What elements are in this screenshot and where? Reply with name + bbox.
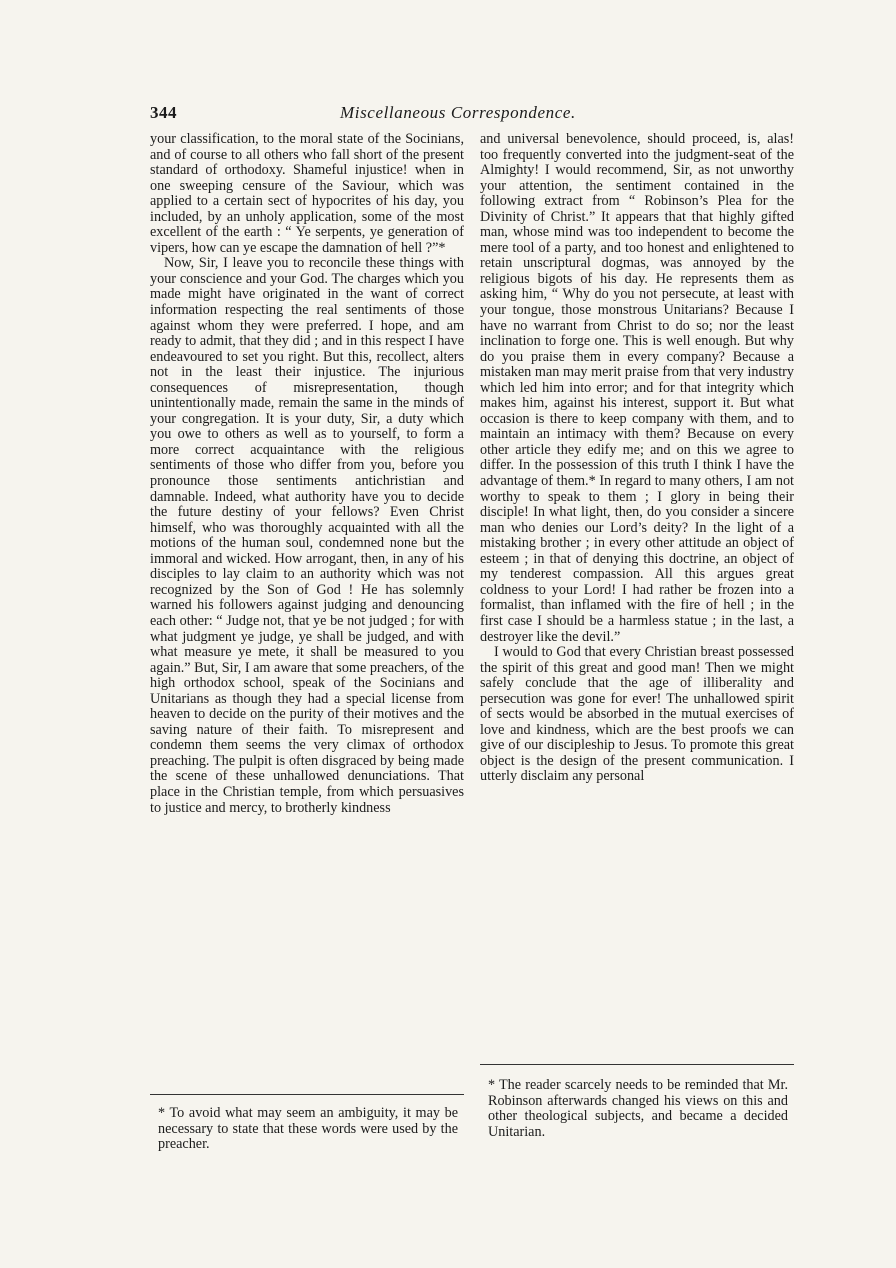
left-paragraph-2: Now, Sir, I leave you to reconcile these things with your conscience and your God. The charges which you made might have originated in the want of correct information respecting the real sentiments of those against whom they were preferred. I hope, and am ready to admit, that they did ; and in this respect I have endeavoured to set you right. But this, recollect, alters not in the least their injustice. The injurious consequences of misrepresentation, though unintentionally made, remain the same in the minds of your congregation. It is your duty, Sir, a duty which you owe to others as well as to yourself, to form a more correct acquaintance with the religious sentiments of those who differ from you, before you pronounce those sentiments antichristian and damnable. Indeed, what authority have you to decide the future destiny of your fellows? Even Christ himself, who was thoroughly acquainted with all the motions of the human soul, condemned none but the immoral and wicked. How arrogant, then, in any of his disciples to lay claim to an authority which was not recognized by the Son of God ! He has solemnly warned his followers against judging and denouncing each other: “ Judge not, that ye be not judged ; for with what judgment ye judge, ye shall be judged, and with what measure ye mete, it shall be measured to you again.” But, Sir, I am aware that some preachers, of the high orthodox school, speak of the Socinians and Unitarians as though they had a special license from heaven to decide on the purity of their motives and the saving nature of their faith. To misrepresent and condemn them seems the very climax of orthodox preaching. The pulpit is often disgraced by being made the scene of these unhallowed denunciations. That place in the Christian temple, from which persuasives to justice and mercy, to brotherly kindness <box>150 255 464 816</box>
page-number: 344 <box>150 103 177 122</box>
left-column <box>150 132 464 816</box>
right-paragraph-1: and universal benevolence, should proceed, is, alas! too frequently converted into the judgment-seat of the Almighty! I would recommend, Sir, as not unworthy your attention, the sentiment contained in the following extract from “ Robinson’s Plea for the Divinity of Christ.” It appears that that highly gifted man, whose mind was too independent to become the mere tool of a party, and too honest and enlightened to retain unscriptural dogmas, was annoyed by the religious bigots of his day. He represents them as asking him, “ Why do you not persecute, at least with your tongue, those monstrous Unitarians? Because I have no warrant from Christ to do so; nor the least inclination to forge one. This is well enough. But why do you praise them in every company? Because a mistaken man may merit praise from that very industry which led him into error; and for that integrity which makes him, against his interest, support it. But what occasion is there to keep company with them, and to maintain an intimacy with them? Because on every other article they edify me; and on this we agree to differ. In the possession of this truth I think I have the advantage of them.* In regard to many others, I am not worthy to speak to them ; I glory in being their disciple! In what light, then, do you consider a sincere man who denies our Lord’s deity? In the light of a mistaking brother ; in every other attitude an object of esteem ; in that of denying this doctrine, an object of my tenderest compassion. All this argues great coldness to your Lord! I had rather be frozen into a formalist, than inflamed with the fire of hell ; in the first case I should be a harmless statue ; in the last, a destroyer like the devil.” <box>480 131 794 645</box>
footnote-rule-right <box>480 1064 794 1065</box>
footnote-left: * To avoid what may seem an ambiguity, it may be necessary to state that these words were used by the preacher. <box>158 1105 458 1153</box>
running-title: Miscellaneous Correspondence. <box>340 103 576 122</box>
footnote-right: * The reader scarcely needs to be reminded that Mr. Robinson afterwards changed his views on this and other theological subjects, and became a decided Unitarian. <box>488 1077 788 1140</box>
left-paragraph-1: your classification, to the moral state of the Socinians, and of course to all others who fall short of the present standard of orthodoxy. Shameful injustice! when in one sweeping censure of the Saviour, which was applied to a certain sect of hypocrites of his day, you included, by an unholy application, some of the most excellent of the earth : “ Ye serpents, ye generation of vipers, how can ye escape the damnation of hell ?”* <box>150 131 464 256</box>
footnote-rule-left <box>150 1094 464 1095</box>
right-column <box>480 132 794 785</box>
right-paragraph-2: I would to God that every Christian breast possessed the spirit of this great and good man! Then we might safely conclude that the age of illiberality and persecution was gone for ever! The unhallowed spirit of sects would be absorbed in the mutual exercises of love and kindness, which are the best proofs we can give of our discipleship to Jesus. To promote this great object is the design of the present communication. I utterly disclaim any personal <box>480 644 794 785</box>
